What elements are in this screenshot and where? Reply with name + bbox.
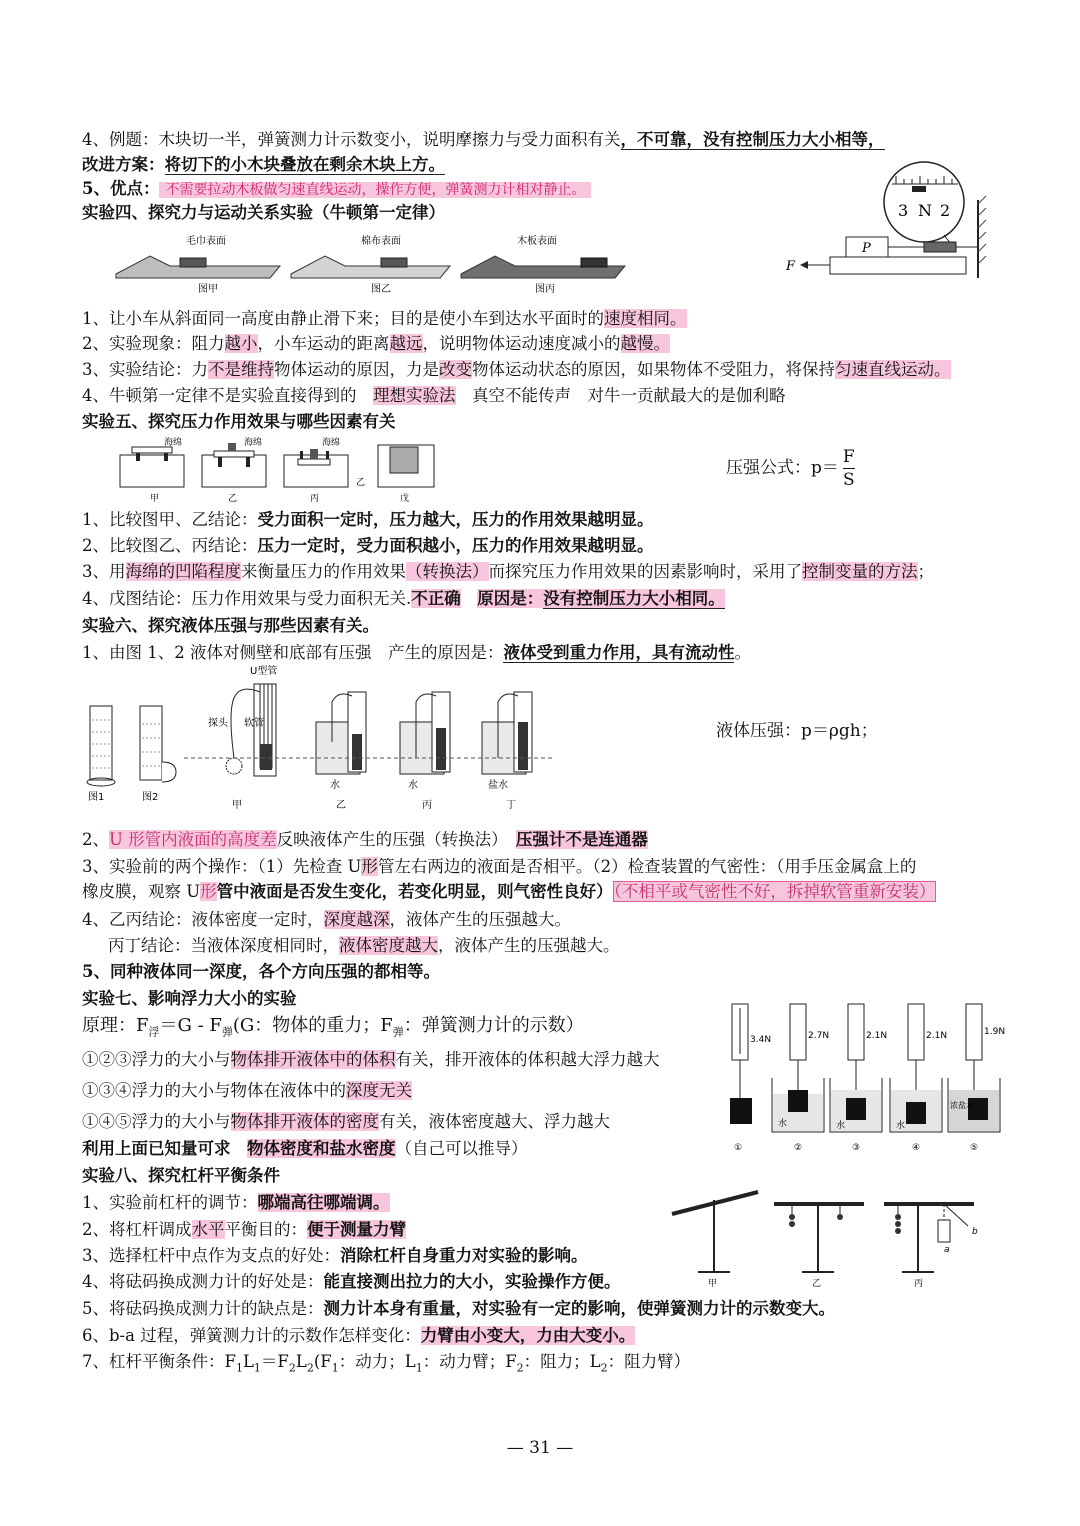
line-e6-3: 3、实验前的两个操作：（1）先检查 U形管左右两边的液面是否相平。（2）检查装置的气密性：（用手压金属盒上的 [82, 857, 917, 876]
svg-text:图1: 图1 [88, 792, 105, 803]
svg-text:丁: 丁 [506, 800, 516, 811]
svg-text:乙: 乙 [228, 494, 238, 504]
buoy-1 [730, 1004, 771, 1153]
line-example: 4、例题：木块切一半，弹簧测力计示数变小，说明摩擦力与受力面积有关，不可靠，没有控制压力大小相等， [82, 130, 885, 149]
line-e4-3: 3、实验结论：力不是维持物体运动的原因，力是改变物体运动状态的原因，如果物体不受阻力，将保持匀速直线运动。 [82, 360, 951, 379]
surface-caption-1: 图甲 [198, 284, 218, 295]
lever-bing [884, 1204, 978, 1289]
buoy-2 [772, 1004, 829, 1153]
svg-text:甲: 甲 [150, 494, 160, 504]
heading-exp6: 实验六、探究液体压强与那些因素有关。 [82, 616, 379, 635]
surface-label-1: 毛巾表面 [186, 236, 226, 247]
svg-text:甲: 甲 [232, 800, 242, 811]
lever-yi [774, 1204, 864, 1289]
buoy-4 [890, 1004, 947, 1153]
line-e4-1: 1、让小车从斜面同一高度由静止滑下来；目的是使小车到达水平面时的速度相同。 [82, 309, 687, 328]
pressure-gauge-jia [208, 664, 277, 811]
surface-cotton [291, 234, 450, 295]
svg-text:④: ④ [912, 1143, 921, 1153]
line-e6-2: 2、U 形管内液面的高度差反映液体产生的压强（转换法） 压强计不是连通器 [82, 830, 648, 849]
svg-text:浓盐水: 浓盐水 [950, 1101, 974, 1110]
line-e7-3: ①③④浮力的大小与物体在液体中的深度无关 [82, 1081, 412, 1100]
page-number: — 31 — [506, 1438, 574, 1458]
svg-text:海绵: 海绵 [244, 438, 263, 448]
buoy-5 [948, 1004, 1005, 1153]
svg-text:海绵: 海绵 [322, 438, 341, 448]
line-e6-4: 橡皮膜，观察 U形管中液面是否发生变化，若变化明显，则气密性良好）（不相平或气密性不好，拆掉软管重新安装） [82, 882, 936, 901]
force-label: F [786, 259, 796, 274]
line-e6-5: 4、乙丙结论：液体密度一定时，深度越深，液体产生的压强越大。 [82, 910, 571, 929]
u-tube-figure [84, 662, 564, 822]
cylinder-fig2 [140, 706, 176, 803]
line-e7-principle: 原理：$F_浮=G - F_弹(G$：物体的重力；$F_弹$：弹簧测力计的示数） [82, 1015, 584, 1039]
scale-right-value: 2 [940, 201, 951, 220]
surface-caption-3: 图丙 [535, 284, 555, 295]
svg-text:2.7N: 2.7N [808, 1031, 830, 1041]
svg-text:3.4N: 3.4N [750, 1035, 772, 1045]
svg-text:水: 水 [778, 1119, 788, 1129]
line-e8-3: 3、选择杠杆中点作为支点的好处：消除杠杆自身重力对实验的影响。 [82, 1246, 588, 1265]
svg-text:水: 水 [408, 780, 418, 791]
line-e8-2: 2、将杠杆调成水平平衡目的：便于测量力臂 [82, 1220, 406, 1239]
lever-figure [668, 1180, 998, 1290]
svg-text:水: 水 [330, 780, 340, 791]
svg-text:甲: 甲 [708, 1279, 718, 1289]
heading-exp7: 实验七、影响浮力大小的实验 [82, 989, 297, 1008]
line-improvement: 改进方案：将切下的小木块叠放在剩余木块上方。 [82, 155, 445, 174]
buoyancy-figure [718, 998, 1008, 1158]
line-e5-3: 3、用海绵的凹陷程度来衡量压力的作用效果（转换法）而探究压力作用效果的因素影响时，采用了控制变量的方法； [82, 562, 934, 581]
line-e5-2: 2、比较图乙、丙结论：压力一定时，受力面积越小，压力的作用效果越明显。 [82, 536, 654, 555]
svg-text:图2: 图2 [142, 792, 159, 803]
svg-text:海绵: 海绵 [164, 438, 183, 448]
svg-text:U型管: U型管 [250, 666, 278, 677]
line-e8-4: 4、将砝码换成测力计的好处是：能直接测出拉力的大小，实验操作方便。 [82, 1272, 621, 1291]
scale-left-value: 3 [898, 201, 909, 220]
scale-unit: N [918, 201, 932, 220]
line-e8-1: 1、实验前杠杆的调节：哪端高往哪端调。 [82, 1193, 390, 1212]
svg-text:②: ② [794, 1143, 803, 1153]
svg-text:乙: 乙 [356, 478, 366, 488]
svg-text:1.9N: 1.9N [984, 1027, 1006, 1037]
lever-jia [672, 1192, 758, 1289]
surface-towel [116, 234, 280, 295]
svg-text:水: 水 [896, 1121, 906, 1131]
line-e6-1: 1、由图 1、2 液体对侧壁和底部有压强 产生的原因是：液体受到重力作用，具有流动性。 [82, 643, 751, 662]
heading-exp5: 实验五、探究压力作用效果与哪些因素有关 [82, 412, 396, 431]
svg-text:①: ① [734, 1143, 743, 1153]
sponge-yi [202, 437, 266, 504]
line-e8-7: 7、杠杆平衡条件：$F_1L_1=F_2L_2(F_1$：动力；$L_1$：动力臂；$F_2$：阻力；$L_2$：阻力臂） [82, 1352, 691, 1375]
svg-text:丙: 丙 [914, 1279, 924, 1289]
svg-text:a: a [944, 1245, 950, 1255]
cylinder-fig1 [87, 706, 115, 803]
svg-text:b: b [972, 1227, 978, 1237]
buoy-3 [830, 1004, 887, 1153]
svg-text:盐水: 盐水 [488, 780, 508, 791]
sponge-jia [120, 437, 184, 504]
line-e7-2: ①②③浮力的大小与物体排开液体中的体积有关，排开液体的体积越大浮力越大 [82, 1050, 660, 1069]
block-label: P [862, 241, 871, 256]
svg-text:戊: 戊 [400, 494, 410, 504]
heading-exp8: 实验八、探究杠杆平衡条件 [82, 1166, 280, 1185]
sponge-pressure-figure [118, 437, 458, 505]
svg-text:丙: 丙 [310, 494, 320, 504]
svg-text:水: 水 [836, 1121, 846, 1131]
svg-text:探头: 探头 [208, 718, 228, 729]
surface-label-2: 棉布表面 [361, 236, 401, 247]
line-e8-6: 6、b-a 过程，弹簧测力计的示数作怎样变化：力臂由小变大，力由大变小。 [82, 1326, 636, 1345]
line-advantage: 5、优点： 不需要拉动木板做匀速直线运动，操作方便，弹簧测力计相对静止。 [82, 177, 591, 202]
line-e6-6: 丙丁结论：当液体深度相同时，液体密度越大，液体产生的压强越大。 [108, 936, 620, 955]
pressure-formula: 压强公式：p＝ $\frac{F}{S}$ [726, 447, 855, 490]
line-e5-4: 4、戊图结论：压力作用效果与受力面积无关.不正确 原因是：没有控制压力大小相同。 [82, 589, 725, 608]
line-e6-7: 5、同种液体同一深度，各个方向压强的都相等。 [82, 962, 440, 981]
pressure-gauge-yi [316, 692, 366, 811]
svg-text:乙: 乙 [812, 1279, 822, 1289]
line-e8-5: 5、将砝码换成测力计的缺点是：测力计本身有重量，对实验有一定的影响，使弹簧测力计的示数变大。 [82, 1299, 835, 1318]
surface-label-3: 木板表面 [517, 236, 557, 247]
svg-text:乙: 乙 [336, 800, 346, 811]
surface-wood [461, 234, 625, 295]
svg-text:⑤: ⑤ [970, 1143, 979, 1153]
line-e4-4: 4、牛顿第一定律不是实验直接得到的 理想实验法 真空不能传声 对牛一贡献最大的是伽利略 [82, 386, 786, 405]
svg-text:③: ③ [852, 1143, 861, 1153]
line-e7-4: ①④⑤浮力的大小与物体排开液体的密度有关，液体密度越大、浮力越大 [82, 1112, 610, 1131]
svg-text:丙: 丙 [422, 800, 432, 811]
heading-exp4: 实验四、探究力与运动关系实验（牛顿第一定律） [82, 203, 445, 222]
liquid-pressure-formula: 液体压强：p＝ρgh； [716, 721, 878, 741]
pressure-gauge-bing [400, 692, 450, 811]
sponge-wu [378, 445, 434, 504]
pressure-gauge-ding [482, 692, 532, 811]
svg-text:2.1N: 2.1N [926, 1031, 948, 1041]
line-e5-1: 1、比较图甲、乙结论：受力面积一定时，压力越大，压力的作用效果越明显。 [82, 510, 654, 529]
svg-text:软管: 软管 [244, 718, 264, 729]
surface-caption-2: 图乙 [371, 284, 391, 295]
line-e7-5: 利用上面已知量可求 物体密度和盐水密度（自己可以推导） [82, 1139, 528, 1158]
svg-text:2.1N: 2.1N [866, 1031, 888, 1041]
friction-surfaces-figure [110, 230, 630, 298]
line-e4-2: 2、实验现象：阻力越小，小车运动的距离越远，说明物体运动速度减小的越慢。 [82, 334, 670, 353]
spring-scale-figure [784, 160, 994, 285]
sponge-bing [284, 437, 365, 504]
